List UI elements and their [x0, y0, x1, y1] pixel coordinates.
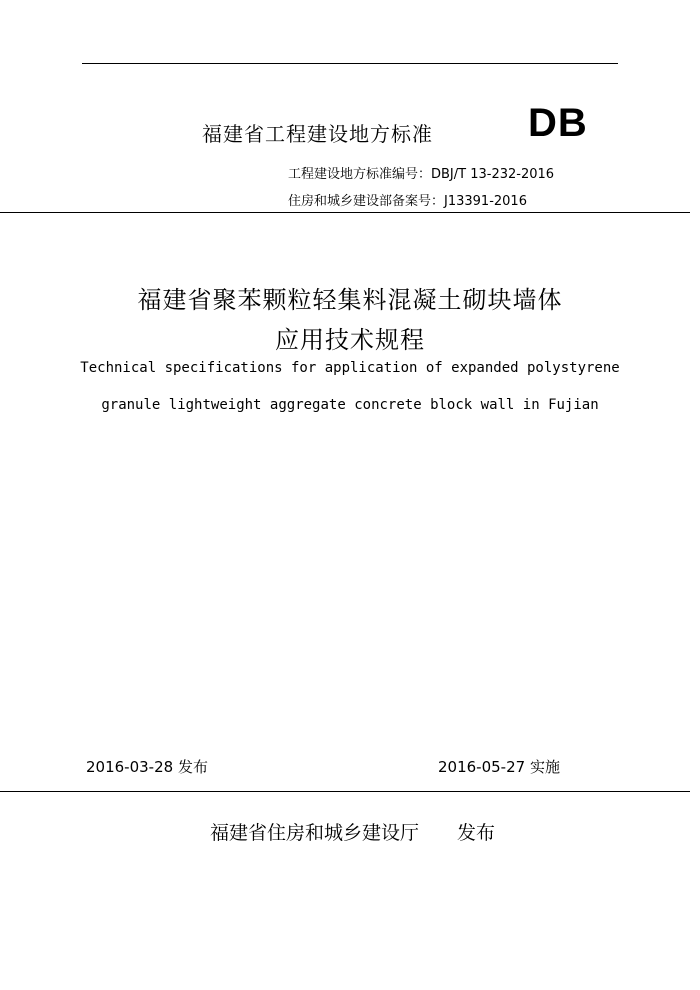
title-en-line1: Technical specifications for application of expanded polystyrene	[80, 360, 620, 376]
implementation-date: 2016-05-27 实施	[438, 758, 560, 776]
top-rule	[82, 63, 618, 64]
standard-type: 福建省工程建设地方标准	[202, 122, 433, 146]
header-divider	[0, 212, 690, 213]
title-cn-line2: 应用技术规程	[275, 326, 425, 354]
title-cn-line1: 福建省聚苯颗粒轻集料混凝土砌块墙体	[137, 286, 563, 314]
db-mark: DB	[528, 101, 588, 145]
footer-divider	[0, 791, 690, 792]
standard-number: 工程建设地方标准编号：DBJ/T 13-232-2016	[288, 167, 555, 182]
title-en-line2: granule lightweight aggregate concrete block wall in Fujian	[101, 397, 599, 413]
publisher: 福建省住房和城乡建设厅 发布	[210, 822, 496, 844]
record-number: 住房和城乡建设部备案号：J13391-2016	[288, 194, 527, 209]
issue-date: 2016-03-28 发布	[86, 758, 208, 776]
